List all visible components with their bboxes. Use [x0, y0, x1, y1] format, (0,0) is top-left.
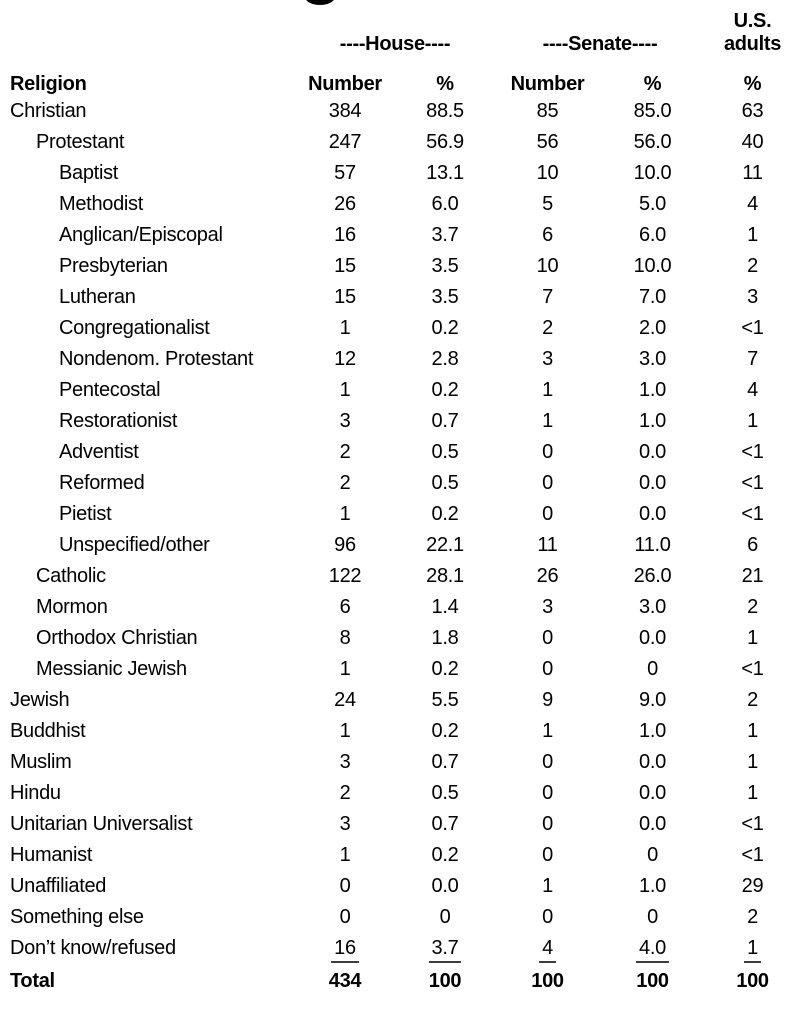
religion-label: Mormon [36, 596, 108, 618]
religion-label: Muslim [10, 751, 72, 773]
senate-percent-cell: 1.0 [639, 875, 666, 897]
house-number-cell: 96 [334, 534, 356, 556]
house-number-cell: 1 [339, 658, 351, 680]
table-row [0, 871, 800, 902]
senate-percent-cell: 1.0 [639, 720, 666, 742]
senate-number-cell: 0 [542, 813, 553, 835]
house-percent-cell: 0.7 [431, 751, 459, 773]
house-percent-cell: 0.5 [431, 782, 459, 804]
senate-number-cell: 0 [542, 472, 553, 494]
senate-number-cell: 3 [542, 348, 553, 370]
us-adults-percent-cell: <1 [741, 317, 764, 339]
religion-label: Unaffiliated [10, 875, 107, 897]
table-row [0, 623, 800, 654]
senate-number-cell: 26 [536, 565, 559, 587]
table-row [0, 313, 800, 344]
table-row [0, 933, 800, 964]
us-adults-percent-cell: 6 [747, 534, 758, 556]
religion-label: Hindu [10, 782, 61, 804]
us-adults-percent-cell: <1 [741, 472, 764, 494]
senate-number-cell: 5 [542, 193, 553, 215]
table-body [0, 96, 800, 964]
us-adults-percent-cell: 1 [747, 782, 758, 804]
senate-number-cell: 9 [542, 689, 553, 711]
table-row [0, 685, 800, 716]
total-us-adults-percent-cell: 100 [736, 970, 769, 992]
house-number-cell: 384 [328, 100, 362, 122]
underlined-value: 1 [744, 936, 761, 963]
us-adults-percent-cell: 2 [747, 689, 758, 711]
house-number-cell: 8 [339, 627, 351, 649]
house-number-cell [295, 933, 395, 964]
house-percent-cell: 0.2 [431, 844, 459, 866]
senate-number-cell: 0 [542, 782, 553, 804]
house-number-cell: 2 [339, 441, 351, 463]
religion-label: Nondenom. Protestant [59, 348, 254, 370]
us-adults-percent-cell: <1 [741, 658, 764, 680]
us-adults-percent-cell: 3 [747, 286, 758, 308]
senate-number-cell: 2 [542, 317, 553, 339]
us-adults-line2: adults [723, 33, 782, 55]
senate-percent-cell: 0.0 [639, 627, 666, 649]
table-row [0, 840, 800, 871]
us-adults-percent-cell: <1 [741, 503, 764, 525]
religion-column-header: Religion [10, 73, 87, 95]
house-number-cell: 2 [339, 472, 351, 494]
house-number-cell: 2 [339, 782, 351, 804]
religion-label: Unitarian Universalist [10, 813, 193, 835]
senate-percent-cell: 0.0 [639, 472, 666, 494]
senate-number-cell: 6 [542, 224, 553, 246]
house-number-cell: 1 [339, 317, 351, 339]
senate-percent-cell: 0.0 [639, 813, 666, 835]
senate-percent-cell: 3.0 [639, 596, 666, 618]
us-adults-percent-cell: 2 [747, 255, 758, 277]
religion-label: Lutheran [59, 286, 136, 308]
senate-percent-cell: 0.0 [639, 782, 666, 804]
total-label: Total [10, 970, 55, 992]
senate-percent-cell: 7.0 [639, 286, 666, 308]
senate-number-cell: 56 [536, 131, 559, 153]
religion-label: Pentecostal [59, 379, 161, 401]
senate-number-cell: 1 [542, 875, 553, 897]
underlined-value: 4 [539, 936, 556, 963]
senate-number-column-header: Number [510, 73, 585, 95]
senate-percent-cell: 0 [647, 906, 658, 928]
table-row [0, 530, 800, 561]
senate-percent-cell [600, 933, 705, 964]
religion-label: Reformed [59, 472, 145, 494]
table-row [0, 220, 800, 251]
senate-number-cell: 11 [537, 534, 558, 556]
senate-number-cell: 0 [542, 441, 553, 463]
religion-label: Humanist [10, 844, 93, 866]
table-row [0, 499, 800, 530]
table-row [0, 437, 800, 468]
religion-label: Anglican/Episcopal [59, 224, 223, 246]
cropped-title-fragment [305, 0, 335, 5]
underlined-value: 4.0 [636, 936, 669, 963]
senate-percent-cell: 10.0 [633, 162, 672, 184]
house-percent-cell: 5.5 [431, 689, 459, 711]
senate-number-cell: 1 [542, 379, 553, 401]
house-percent-cell: 6.0 [431, 193, 459, 215]
us-adults-percent-cell: 21 [741, 565, 764, 587]
senate-number-cell: 10 [536, 255, 559, 277]
house-percent-cell: 0.7 [431, 813, 459, 835]
senate-number-cell: 0 [542, 503, 553, 525]
house-number-cell: 16 [334, 224, 356, 246]
house-number-cell: 3 [339, 813, 351, 835]
religion-label: Methodist [59, 193, 144, 215]
us-adults-percent-cell: 1 [747, 627, 758, 649]
house-percent-cell: 0.2 [431, 720, 459, 742]
religion-label: Baptist [59, 162, 119, 184]
total-row [0, 964, 800, 998]
senate-percent-cell: 1.0 [639, 410, 666, 432]
house-percent-cell: 0.2 [431, 317, 459, 339]
us-adults-percent-cell: 1 [747, 751, 758, 773]
us-adults-percent-cell: 1 [747, 224, 758, 246]
total-house-number-cell: 434 [328, 970, 362, 992]
us-adults-percent-cell: 11 [742, 162, 763, 184]
house-percent-cell: 0.5 [431, 441, 459, 463]
us-adults-percent-cell: 2 [747, 906, 758, 928]
table-row [0, 127, 800, 158]
house-percent-cell: 13.1 [426, 162, 464, 184]
religion-label: Orthodox Christian [36, 627, 198, 649]
total-senate-percent-cell: 100 [636, 970, 669, 992]
table-row [0, 189, 800, 220]
senate-number-cell: 3 [542, 596, 553, 618]
us-adults-group-header [705, 10, 800, 56]
us-adults-percent-cell: 4 [747, 379, 758, 401]
us-adults-percent-cell [705, 933, 800, 964]
religion-label: Buddhist [10, 720, 86, 742]
senate-number-cell: 1 [542, 410, 553, 432]
table-group-header-row [0, 10, 800, 56]
us-adults-percent-cell: 63 [741, 100, 764, 122]
senate-percent-cell: 9.0 [639, 689, 666, 711]
table-row [0, 344, 800, 375]
religion-label: Pietist [59, 503, 112, 525]
house-percent-cell: 1.4 [431, 596, 459, 618]
house-number-cell: 3 [339, 751, 351, 773]
total-house-percent-cell: 100 [428, 970, 462, 992]
house-percent-cell: 1.8 [431, 627, 459, 649]
us-adults-percent-cell: <1 [741, 844, 764, 866]
us-adults-percent-cell: 7 [747, 348, 758, 370]
senate-percent-cell: 3.0 [639, 348, 666, 370]
table-row [0, 282, 800, 313]
table-row [0, 406, 800, 437]
house-percent-cell: 0.2 [431, 379, 459, 401]
us-adults-percent-cell: 4 [747, 193, 758, 215]
senate-percent-cell: 26.0 [633, 565, 672, 587]
religion-label: Messianic Jewish [36, 658, 187, 680]
senate-percent-cell: 5.0 [639, 193, 666, 215]
us-adults-percent-cell: 2 [747, 596, 758, 618]
house-number-cell: 1 [339, 844, 351, 866]
us-adults-percent-cell: 1 [747, 410, 758, 432]
table-row [0, 778, 800, 809]
house-number-cell: 122 [328, 565, 362, 587]
senate-number-cell: 0 [542, 751, 553, 773]
senate-percent-cell: 85.0 [633, 100, 672, 122]
house-number-cell: 6 [339, 596, 351, 618]
underlined-value: 3.7 [429, 936, 462, 963]
religion-label: Presbyterian [59, 255, 168, 277]
house-group-header: ----House---- [339, 33, 451, 55]
table-row [0, 654, 800, 685]
religion-label: Catholic [36, 565, 106, 587]
us-adults-percent-cell: 29 [741, 875, 764, 897]
table-row [0, 716, 800, 747]
senate-percent-cell: 0 [647, 658, 658, 680]
table-row [0, 375, 800, 406]
house-number-cell: 26 [334, 193, 356, 215]
religion-label: Protestant [36, 131, 125, 153]
religion-label: Restorationist [59, 410, 178, 432]
house-number-cell: 12 [334, 348, 356, 370]
senate-number-cell: 0 [542, 844, 553, 866]
house-number-cell: 24 [334, 689, 356, 711]
us-adults-percent-cell: 40 [741, 131, 764, 153]
religion-label: Unspecified/other [59, 534, 210, 556]
senate-number-cell: 1 [542, 720, 553, 742]
house-percent-cell: 56.9 [426, 131, 464, 153]
senate-percent-cell: 11.0 [634, 534, 671, 556]
senate-number-cell: 10 [536, 162, 559, 184]
religion-label: Don’t know/refused [10, 937, 176, 959]
senate-number-cell: 85 [536, 100, 559, 122]
table-row [0, 468, 800, 499]
table-column-header-row [0, 72, 800, 96]
table-row [0, 251, 800, 282]
house-percent-cell: 0 [439, 906, 451, 928]
senate-percent-cell: 0.0 [639, 503, 666, 525]
us-adults-percent-cell: <1 [741, 813, 764, 835]
house-number-cell: 0 [339, 906, 351, 928]
house-number-cell: 247 [328, 131, 362, 153]
religion-label: Something else [10, 906, 144, 928]
underlined-value: 16 [331, 936, 359, 963]
house-number-cell: 15 [334, 286, 356, 308]
senate-percent-cell: 0 [647, 844, 658, 866]
senate-number-cell [495, 933, 600, 964]
house-percent-cell: 88.5 [426, 100, 464, 122]
house-percent-cell: 0.0 [431, 875, 459, 897]
house-percent-cell: 3.7 [431, 224, 459, 246]
senate-percent-cell: 56.0 [633, 131, 672, 153]
house-number-cell: 57 [334, 162, 356, 184]
house-number-cell: 15 [334, 255, 356, 277]
religion-label: Jewish [10, 689, 70, 711]
table-row [0, 96, 800, 127]
house-percent-cell: 3.5 [431, 286, 459, 308]
senate-number-cell: 0 [542, 627, 553, 649]
senate-group-header: ----Senate---- [542, 33, 658, 55]
senate-number-cell: 0 [542, 906, 553, 928]
house-percent-column-header: % [436, 73, 454, 95]
house-number-cell: 1 [339, 720, 351, 742]
senate-percent-cell: 10.0 [633, 255, 672, 277]
senate-percent-cell: 6.0 [639, 224, 666, 246]
table-row [0, 561, 800, 592]
house-percent-cell: 2.8 [431, 348, 459, 370]
total-senate-number-cell: 100 [531, 970, 564, 992]
house-percent-cell: 0.5 [431, 472, 459, 494]
table-row [0, 747, 800, 778]
us-adults-line1: U.S. [733, 10, 772, 32]
house-percent-cell: 0.2 [431, 658, 459, 680]
senate-percent-cell: 0.0 [639, 751, 666, 773]
religion-label: Congregationalist [59, 317, 210, 339]
house-number-cell: 0 [339, 875, 351, 897]
senate-percent-cell: 1.0 [639, 379, 666, 401]
house-number-cell: 1 [339, 503, 351, 525]
religion-label: Christian [10, 100, 87, 122]
table-row [0, 592, 800, 623]
table-row [0, 809, 800, 840]
house-number-column-header: Number [308, 73, 382, 95]
table-row [0, 902, 800, 933]
house-number-cell: 1 [339, 379, 351, 401]
senate-number-cell: 7 [542, 286, 553, 308]
senate-percent-cell: 2.0 [639, 317, 666, 339]
table-row [0, 158, 800, 189]
house-percent-cell: 0.2 [431, 503, 459, 525]
senate-percent-column-header: % [643, 73, 662, 95]
house-percent-cell: 3.5 [431, 255, 459, 277]
house-number-cell: 3 [339, 410, 351, 432]
religion-label: Adventist [59, 441, 139, 463]
us-adults-percent-cell: <1 [741, 441, 764, 463]
house-percent-cell [395, 933, 495, 964]
senate-number-cell: 0 [542, 658, 553, 680]
house-percent-cell: 22.1 [426, 534, 464, 556]
us-adults-percent-column-header: % [743, 73, 762, 95]
house-percent-cell: 0.7 [431, 410, 459, 432]
senate-percent-cell: 0.0 [639, 441, 666, 463]
us-adults-percent-cell: 1 [747, 720, 758, 742]
house-percent-cell: 28.1 [426, 565, 464, 587]
